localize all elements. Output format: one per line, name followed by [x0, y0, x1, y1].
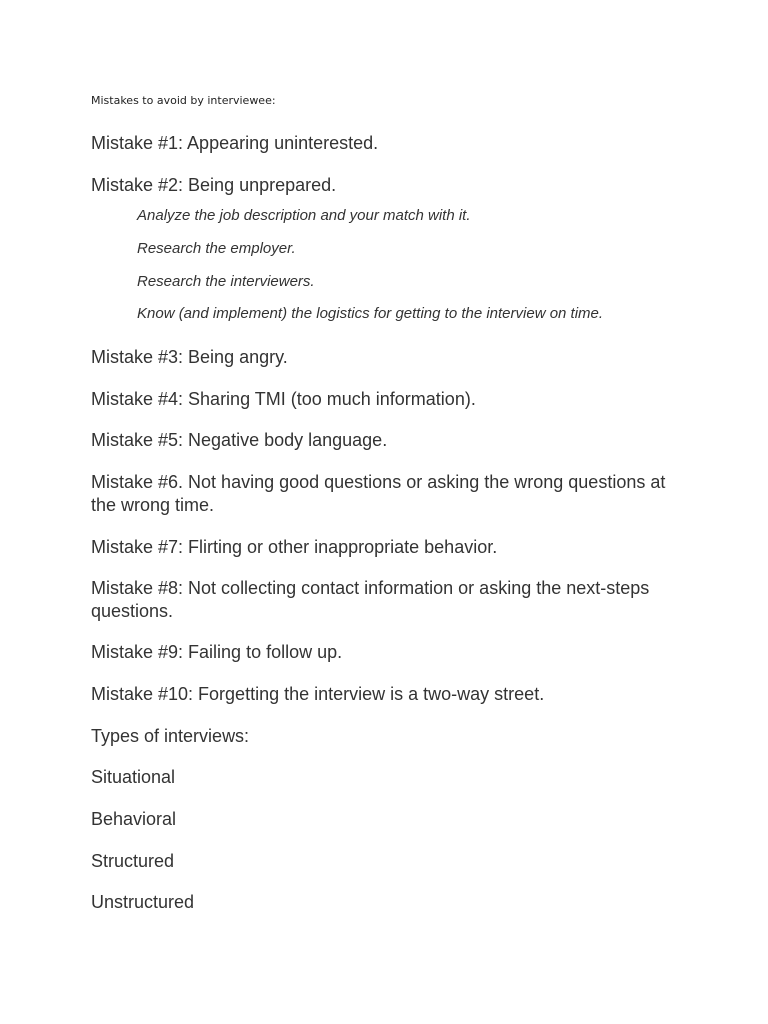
mistake-item-10: Mistake #10: Forgetting the interview is a two-way street.: [91, 684, 545, 704]
document-heading: Mistakes to avoid by interviewee:: [91, 94, 276, 107]
types-heading: Types of interviews:: [91, 726, 250, 746]
mistake-item-9: Mistake #9: Failing to follow up.: [91, 642, 343, 662]
mistake-item-6: Mistake #6. Not having good questions or asking the wrong questions at the wrong time.: [91, 472, 666, 515]
prep-tip-3: Research the interviewers.: [137, 273, 315, 290]
mistake-item-7: Mistake #7: Flirting or other inappropriate behavior.: [91, 537, 498, 557]
mistake-item-5: Mistake #5: Negative body language.: [91, 430, 388, 450]
interview-type-behavioral: Behavioral: [91, 809, 177, 829]
interview-type-situational: Situational: [91, 767, 176, 787]
interview-type-structured: Structured: [91, 851, 175, 871]
mistake-item-2: Mistake #2: Being unprepared.: [91, 175, 337, 195]
mistake-item-3: Mistake #3: Being angry.: [91, 347, 288, 367]
mistake-item-8: Mistake #8: Not collecting contact information or asking the next-steps questions.: [91, 578, 650, 621]
prep-tip-1: Analyze the job description and your match with it.: [137, 207, 471, 224]
mistake-item-1: Mistake #1: Appearing uninterested.: [91, 133, 379, 153]
interview-type-unstructured: Unstructured: [91, 892, 195, 912]
prep-tip-4: Know (and implement) the logistics for getting to the interview on time.: [137, 305, 604, 322]
mistake-item-4: Mistake #4: Sharing TMI (too much information).: [91, 389, 476, 409]
prep-tip-2: Research the employer.: [137, 240, 296, 257]
